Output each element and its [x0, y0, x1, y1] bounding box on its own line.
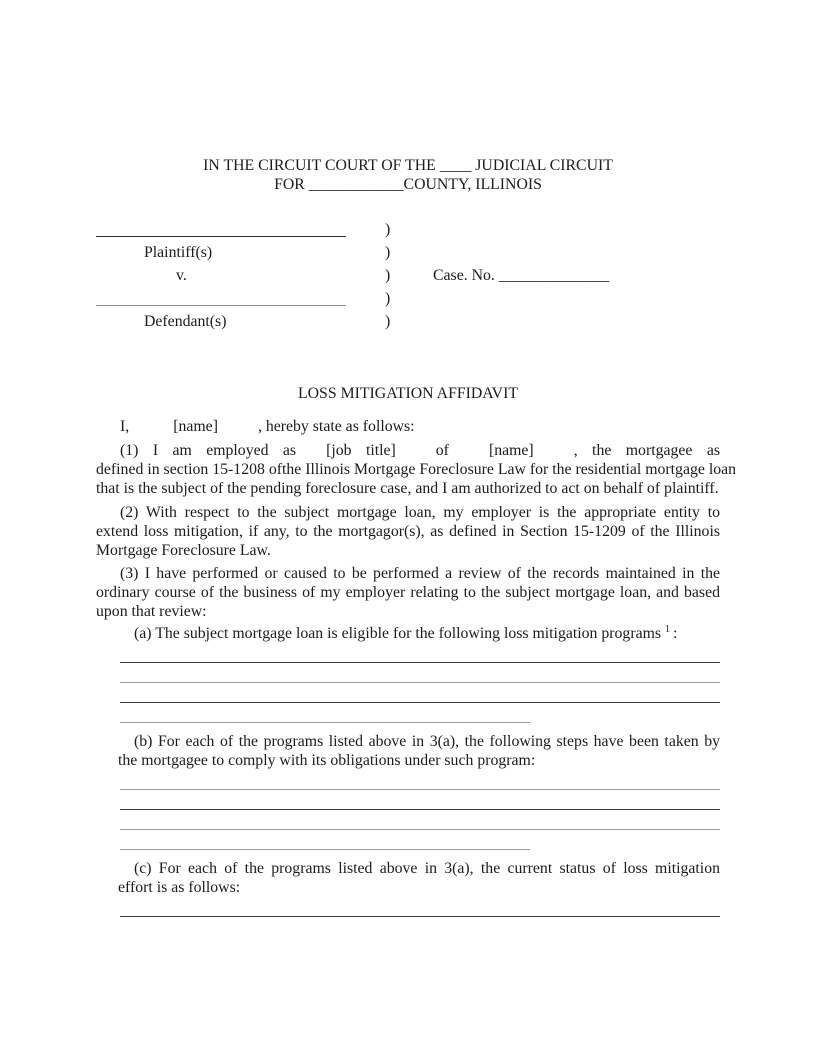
- case-number-blank: ______________: [498, 267, 610, 284]
- case-number-label: Case. No.: [433, 267, 495, 284]
- write-in-lines-c: [120, 897, 720, 917]
- para1-mid: of: [435, 442, 449, 459]
- subsection-c-line-1: (c) For each of the programs listed above in 3(a), the current status of loss mitigation: [134, 860, 720, 877]
- paragraph-2-line-3: Mortgage Foreclosure Law.: [96, 542, 271, 559]
- county-blank: ____________: [308, 176, 404, 193]
- paragraph-1: [96, 441, 737, 498]
- footnote-reference: 1: [665, 624, 671, 635]
- court-header-line2-post: COUNTY, ILLINOIS: [403, 176, 542, 193]
- write-in-line: [120, 770, 720, 790]
- defendant-label: Defendant(s): [144, 313, 227, 330]
- paragraph-2: [96, 503, 720, 560]
- intro-gap-2: [218, 430, 258, 431]
- para1-gap-2: [396, 454, 436, 455]
- court-header-line-2: [96, 175, 720, 194]
- subsection-b-line-1: (b) For each of the programs listed above in 3(a), the following steps have been taken by: [134, 733, 720, 750]
- paragraph-3: [96, 564, 720, 621]
- subsection-b-line-2: the mortgagee to comply with its obligations under such program:: [118, 752, 536, 769]
- write-in-line: [120, 703, 530, 723]
- case-caption: [96, 220, 720, 330]
- write-in-line: [120, 643, 720, 663]
- subsection-c: [118, 859, 720, 897]
- judicial-circuit-blank: ____: [439, 157, 472, 174]
- intro-pre: I,: [120, 418, 130, 435]
- subsection-b: [118, 732, 720, 770]
- intro-post: , hereby state as follows:: [257, 418, 415, 435]
- court-header-line1-post: JUDICIAL CIRCUIT: [471, 157, 613, 174]
- caption-paren-4: ): [385, 290, 391, 307]
- court-header: [96, 0, 720, 194]
- para1-tail: , the mortgagee as: [573, 442, 720, 459]
- caption-paren-2: ): [385, 244, 391, 261]
- subsection-a-body: (a) The subject mortgage loan is eligible for the following loss mitigation programs: [134, 625, 662, 642]
- write-in-line: [120, 810, 720, 830]
- paragraph-2-line-1: (2) With respect to the subject mortgage loan, my employer is the appropriate entity to: [120, 504, 720, 521]
- paragraph-3-line-3: upon that review:: [96, 603, 207, 620]
- para1-gap-3: [449, 454, 489, 455]
- write-in-line: [120, 663, 720, 683]
- subsection-a: [118, 624, 720, 643]
- court-header-line-1: [96, 156, 720, 175]
- paragraph-1-line-2: defined in section 15-1208 ofthe Illinois Mortgage Foreclosure Law for the residential mortgage loan: [96, 461, 737, 478]
- affiant-name-placeholder: [name]: [173, 418, 218, 435]
- document-title: LOSS MITIGATION AFFIDAVIT: [298, 385, 518, 402]
- intro-gap-1: [129, 430, 173, 431]
- court-header-line2-pre: FOR: [274, 176, 309, 193]
- caption-paren-3: ): [385, 267, 391, 284]
- plaintiff-name-line: [96, 236, 346, 237]
- subsection-a-text: [118, 624, 720, 643]
- paragraph-1-line-1: [96, 441, 720, 460]
- paragraph-2-line-2: extend loss mitigation, if any, to the mortgagor(s), as defined in Section 15-1209 of the Illinois: [96, 523, 720, 540]
- court-header-line1-pre: IN THE CIRCUIT COURT OF THE: [203, 157, 440, 174]
- caption-paren-1: ): [385, 221, 391, 238]
- caption-paren-5: ): [385, 313, 391, 330]
- job-title-placeholder: [job title]: [326, 442, 396, 459]
- versus-label: v.: [176, 267, 187, 284]
- page-content: [96, 0, 737, 917]
- intro-line: [96, 417, 720, 436]
- subsection-c-line-2: effort is as follows:: [118, 879, 241, 896]
- write-in-lines-a: [120, 643, 720, 723]
- write-in-line: [120, 790, 720, 810]
- para1-gap-4: [534, 454, 574, 455]
- write-in-lines-b: [120, 770, 720, 850]
- subsection-a-colon: :: [673, 625, 678, 642]
- write-in-line: [120, 897, 720, 917]
- plaintiff-label: Plaintiff(s): [144, 244, 213, 261]
- paragraph-3-line-2: ordinary course of the business of my employer relating to the subject mortgage loan, and based: [96, 584, 720, 601]
- para1-gap-1: [296, 454, 326, 455]
- paragraph-3-line-1: (3) I have performed or caused to be performed a review of the records maintained in the: [120, 565, 720, 582]
- write-in-line: [120, 683, 720, 703]
- case-number-field: [433, 266, 609, 286]
- paragraph-1-line-3: that is the subject of the pending foreclosure case, and I am authorized to act on behalf of plaintiff.: [96, 480, 719, 497]
- defendant-name-line: [96, 305, 346, 306]
- write-in-line: [120, 830, 530, 850]
- para1-lead: (1) I am employed as: [120, 442, 297, 459]
- mortgagee-name-placeholder: [name]: [488, 442, 534, 459]
